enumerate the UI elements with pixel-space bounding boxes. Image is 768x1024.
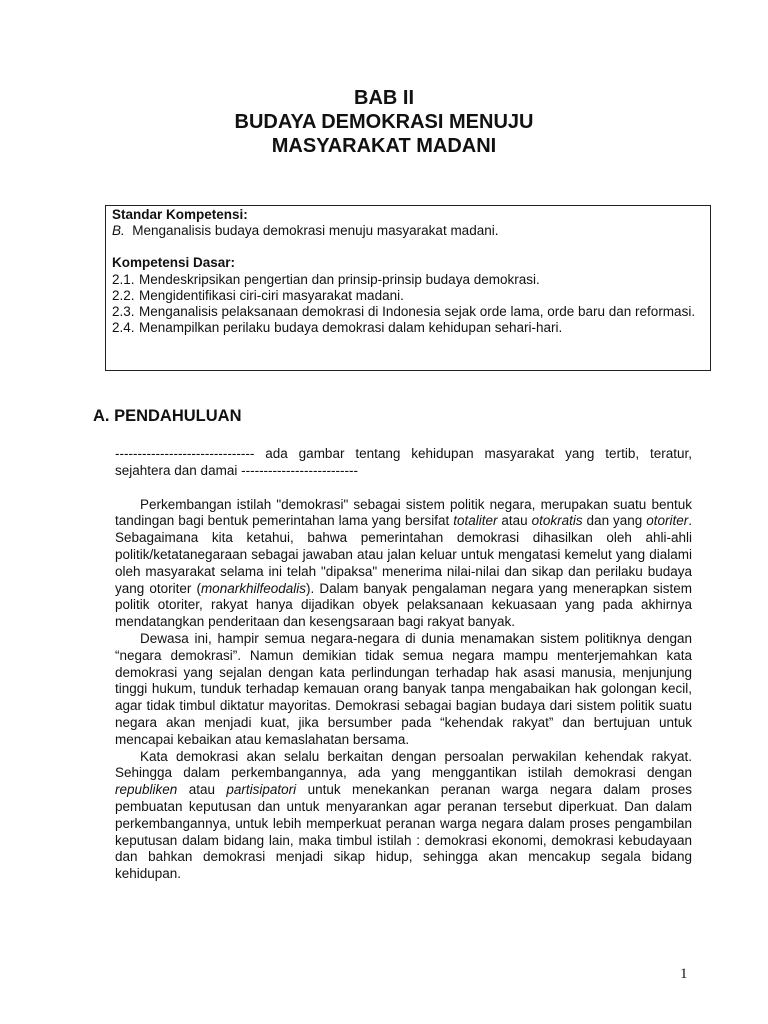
italic-term: otokratis	[531, 513, 583, 529]
item-text: Menampilkan perilaku budaya demokrasi dalam kehidupan sehari-hari.	[139, 320, 563, 336]
page-number: 1	[680, 966, 688, 982]
item-number: 2.3.	[112, 304, 135, 320]
standard-competency-code: B.	[112, 223, 125, 239]
basic-competency-item	[112, 320, 704, 336]
basic-competency-heading: Kompetensi Dasar:	[112, 255, 236, 271]
italic-term: partisipatori	[226, 782, 297, 798]
image-placeholder-note: ------------------------------- ada gambar tentang kehidupan masyarakat yang tertib, teratur, sejahtera dan damai --------------------------	[115, 446, 692, 478]
text-run: atau	[177, 782, 227, 798]
chapter-number: BAB II	[354, 87, 414, 109]
basic-competency-item	[112, 304, 704, 320]
basic-competency-item	[112, 288, 704, 304]
text-run: Perkembangan istilah "demokrasi" sebagai sistem politik negara, merupakan suatu bentuk tandingan bagi bentuk pemerintahan lama yang bersifat	[115, 496, 692, 529]
chapter-title-line-1: BUDAYA DEMOKRASI MENUJU	[234, 111, 534, 133]
italic-term: republiken	[115, 782, 178, 798]
competency-box	[105, 205, 711, 371]
text-run: dan yang	[582, 513, 647, 529]
text-run: . Sebagaimana kita ketahui, bahwa pemerintahan demokrasi dihasilkan oleh ahli-ahli politik/ketatanegaraan sebagai jawaban atau jalan keluar untuk mengatasi kemelut yang dialami oleh masyarakat selama ini telah "dipaksa" menerima nilai-nilai dan sikap dan perilaku budaya yang otoriter (	[115, 513, 692, 596]
italic-term: otoriter	[646, 513, 689, 529]
item-number: 2.1.	[112, 271, 135, 287]
basic-competency-item	[112, 272, 704, 288]
body-text	[115, 446, 692, 883]
item-number: 2.4.	[112, 320, 135, 336]
text-run: untuk menekankan peranan warga negara dalam proses pembuatan keputusan dan untuk menyarankan agar peranan tersebut diperkuat. Dan dalam perkembangannya, untuk lebih memperkuat peranan warga negara dalam proses pengambilan keputusan dalam bidang lain, maka timbul istilah : demokrasi ekonomi, demokrasi kebudayaan dan bahkan demokrasi menjadi sikap hidup, sehingga akan mencakup segala bidang kehidupan.	[115, 782, 692, 882]
standard-competency-text	[112, 223, 704, 239]
text-run: Kata demokrasi akan selalu berkaitan dengan persoalan perwakilan kehendak rakyat. Sehingga dalam perkembangannya, ada yang menggantikan istilah demokrasi dengan	[115, 748, 692, 781]
section-heading: A. PENDAHULUAN	[93, 407, 242, 425]
italic-term: totaliter	[453, 513, 498, 529]
text-run: ). Dalam banyak pengalaman negara yang menerapkan sistem politik otoriter, rakyat hanya dijadikan obyek pelaksanaan kekuasaan yang pada akhirnya mendatangkan penderitaan dan kesengsaraan bagi rakyat banyak.	[115, 580, 692, 630]
standard-competency-desc: Menganalisis budaya demokrasi menuju masyarakat madani.	[132, 223, 499, 239]
paragraph-1	[115, 497, 692, 631]
italic-term: monarkhilfeodalis	[200, 580, 306, 596]
text-run: atau	[497, 513, 532, 529]
item-text: Mengidentifikasi ciri-ciri masyarakat madani.	[139, 287, 404, 303]
paragraph-2: Dewasa ini, hampir semua negara-negara di dunia menamakan sistem politiknya dengan “negara demokrasi”. Namun demikian tidak semua negara mampu menterjemahkan kata demokrasi yang sejalan dengan kata perlindungan terhadap hak asasi manusia, menjunjung tinggi hukum, tunduk terhadap kemauan orang banyak tanpa mengabaikan hak golongan kecil, agar tidak timbul diktatur mayoritas. Demokrasi sebagai bagian budaya dari sistem politik suatu negara akan menjadi kuat, jika bersumber pada “kehendak rakyat” dan bertujuan untuk mencapai kebaikan atau kemaslahatan bersama.	[115, 630, 692, 747]
paragraph-3	[115, 749, 692, 883]
standard-competency-heading: Standar Kompetensi:	[112, 207, 248, 222]
item-number: 2.2.	[112, 287, 135, 303]
chapter-title	[0, 86, 768, 158]
item-text: Mendeskripsikan pengertian dan prinsip-prinsip budaya demokrasi.	[139, 271, 540, 287]
item-text: Menganalisis pelaksanaan demokrasi di Indonesia sejak orde lama, orde baru dan reformasi.	[139, 304, 696, 320]
chapter-title-line-2: MASYARAKAT MADANI	[271, 135, 497, 157]
